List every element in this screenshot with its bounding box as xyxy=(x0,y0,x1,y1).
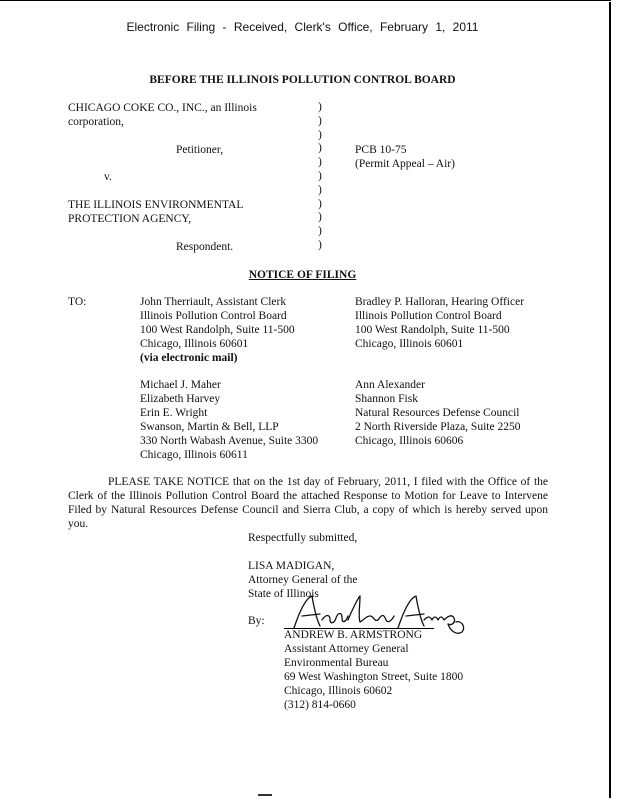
paren: ) xyxy=(318,114,322,127)
paren: ) xyxy=(318,197,322,210)
ag-state: State of Illinois xyxy=(248,588,319,600)
page-border-right xyxy=(609,2,611,798)
closing: Respectfully submitted, xyxy=(248,532,358,544)
filing-stamp-header: Electronic Filing - Received, Clerk's Office, February 1, 2011 xyxy=(126,20,479,34)
signature-stroke xyxy=(294,596,320,628)
address-line: Swanson, Martin & Bell, LLP xyxy=(140,421,279,433)
paren: ) xyxy=(318,156,322,169)
respondent-agency: PROTECTION AGENCY, xyxy=(68,213,192,225)
signer-phone: (312) 814-0660 xyxy=(284,699,356,711)
paren: ) xyxy=(318,169,322,182)
ag-title: Attorney General of the xyxy=(248,574,358,586)
to-label: TO: xyxy=(68,296,87,308)
signer-block xyxy=(284,628,463,712)
notice-title: NOTICE OF FILING xyxy=(248,269,357,281)
respondent-name: THE ILLINOIS ENVIRONMENTAL xyxy=(68,199,244,211)
petitioner-name: CHICAGO COKE CO., INC., an Illinois xyxy=(68,102,257,114)
paren: ) xyxy=(318,211,322,224)
board-title: BEFORE THE ILLINOIS POLLUTION CONTROL BOARD xyxy=(149,74,456,86)
address-line: John Therriault, Assistant Clerk xyxy=(140,296,287,308)
delivery-note: (via electronic mail) xyxy=(140,352,238,364)
ag-name: LISA MADIGAN, xyxy=(248,560,335,572)
signer-name: ANDREW B. ARMSTRONG xyxy=(284,629,423,641)
address-line: 100 West Randolph, Suite 11-500 xyxy=(355,324,510,336)
address-line: Ann Alexander xyxy=(355,379,425,391)
signature-stroke xyxy=(398,596,424,628)
paren: ) xyxy=(318,101,322,113)
respondent-role: Respondent. xyxy=(176,241,234,253)
petitioner-role: Petitioner, xyxy=(176,144,224,156)
address-line: Elizabeth Harvey xyxy=(140,393,221,405)
versus: v. xyxy=(104,171,112,183)
page-footer-mark xyxy=(258,794,272,796)
case-type: (Permit Appeal – Air) xyxy=(355,158,455,170)
address-line: Chicago, Illinois 60611 xyxy=(140,449,248,461)
signer-title: Assistant Attorney General xyxy=(284,643,409,655)
address-line: 2 North Riverside Plaza, Suite 2250 xyxy=(355,421,521,433)
address-line: Erin E. Wright xyxy=(140,407,208,419)
address-line: 100 West Randolph, Suite 11-500 xyxy=(140,324,295,336)
signer-bureau: Environmental Bureau xyxy=(284,657,389,669)
recipient-clerk xyxy=(140,295,295,365)
address-line: Chicago, Illinois 60601 xyxy=(140,338,249,350)
paren: ) xyxy=(318,183,322,196)
address-line: Illinois Pollution Control Board xyxy=(355,310,502,322)
petitioner-corp: corporation, xyxy=(68,116,124,128)
address-line: Michael J. Maher xyxy=(140,379,221,391)
recipient-hearing-officer xyxy=(355,295,524,351)
caption-parens xyxy=(318,100,328,252)
case-number: PCB 10-75 xyxy=(355,144,407,156)
address-line: Natural Resources Defense Council xyxy=(355,407,520,419)
signature-stroke xyxy=(322,614,348,623)
paren: ) xyxy=(318,238,322,251)
address-line: Chicago, Illinois 60601 xyxy=(355,338,464,350)
paren: ) xyxy=(318,142,322,155)
address-line: Shannon Fisk xyxy=(355,393,418,405)
address-line: Chicago, Illinois 60606 xyxy=(355,435,464,447)
paren: ) xyxy=(318,128,322,141)
paren: ) xyxy=(318,225,322,238)
address-line: Illinois Pollution Control Board xyxy=(140,310,287,322)
signer-city: Chicago, Illinois 60602 xyxy=(284,685,393,697)
address-line: 330 North Wabash Avenue, Suite 3300 xyxy=(140,435,319,447)
by-label: By: xyxy=(248,615,265,627)
notice-paragraph: PLEASE TAKE NOTICE that on the 1st day of February, 2011, I filed with the Office of the Clerk of the Illinois Pollution Control Board the attached Response to Motion for Leave to Intervene Filed by Natural Resources Defense Council and Sierra Club, a copy of which is hereby served upon you. xyxy=(68,476,548,530)
signer-street: 69 West Washington Street, Suite 1800 xyxy=(284,671,464,683)
recipient-counsel xyxy=(140,378,318,462)
address-line: Bradley P. Halloran, Hearing Officer xyxy=(355,296,525,308)
recipient-nrdc xyxy=(355,378,520,448)
signature-stroke xyxy=(348,596,394,622)
page-border-top xyxy=(0,0,611,1)
